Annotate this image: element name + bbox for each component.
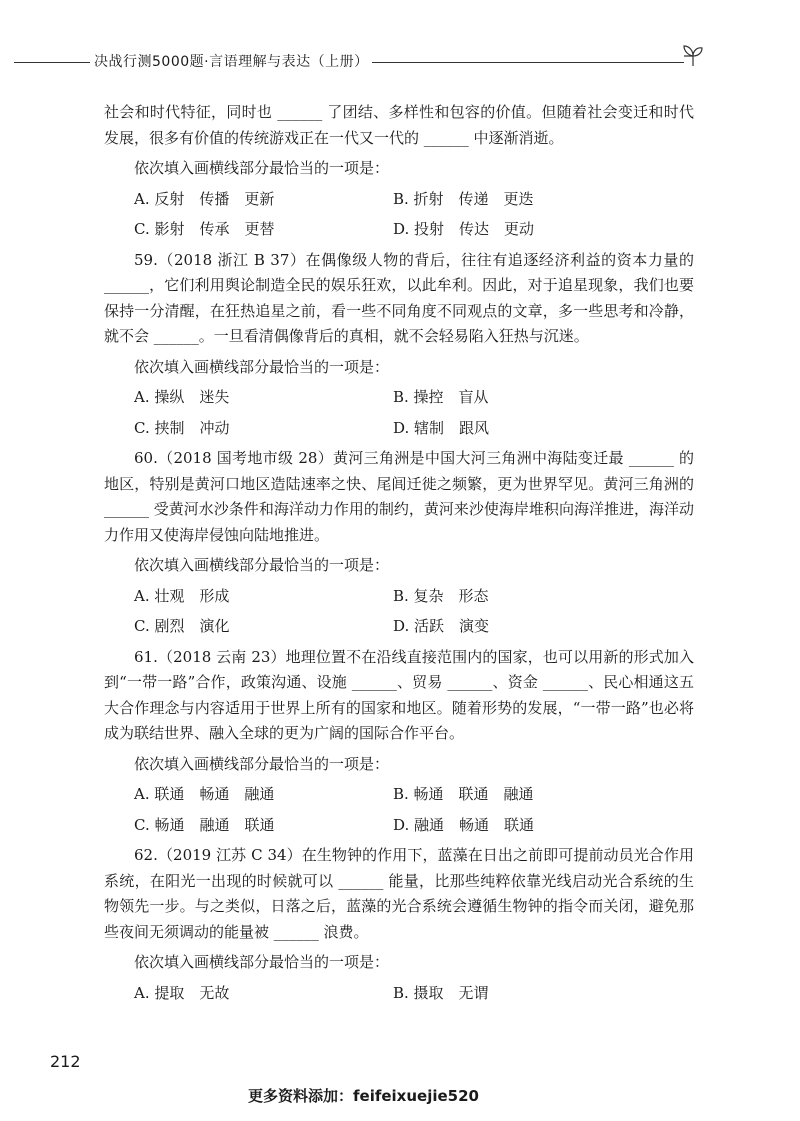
q58-option-c: C. 影射 传承 更替: [134, 220, 275, 238]
q58-option-b: B. 折射 传递 更迭: [393, 189, 534, 208]
q58-option-a: A. 反射 传播 更新: [134, 189, 275, 208]
continued-passage: 社会和时代特征，同时也 ______ 了团结、多样性和包容的价值。但随着社会变迁和时代发展，很多有价值的传统游戏正在一代又一代的 ______ 中逐渐消逝。: [104, 103, 694, 147]
q60-option-c: C. 剧烈 演化: [134, 617, 230, 635]
q61-stem: 61.（2018 云南 23）地理位置不在沿线直接范围内的国家，也可以用新的形式加入到“一带一路”合作，政策沟通、设施 ______、贸易 ______、资金 ______、民心相通这五大合作理念与内容适用于世界上所有的国家和地区。随着形势的发展，“一带一路”也必将成为联结世界、融入全球的更为广阔的国际合作平台。: [104, 647, 694, 742]
q62-prompt: 依次填入画横线部分最恰当的一项是：: [134, 953, 390, 971]
q59-option-b: B. 操控 盲从: [393, 388, 489, 406]
q58-options-row1: [134, 187, 694, 213]
q61-option-d: D. 融通 畅通 联通: [393, 815, 535, 834]
q58-options-row2: [134, 217, 694, 243]
q62-options-row1: [134, 981, 694, 1007]
q60-stem: 60.（2018 国考地市级 28）黄河三角洲是中国大河三角洲中海陆变迁最 ______ 的地区，特别是黄河口地区造陆速率之快、尾闾迁徙之频繁，更为世界罕见。黄河三角洲的 ______ 受黄河水沙条件和海洋动力作用的制约，黄河来沙使海岸堆积向海洋推进，海洋动力作用又使海岸侵蚀向陆地推进。: [104, 449, 694, 544]
q61-option-a: A. 联通 畅通 融通: [134, 785, 275, 803]
q60-options-row2: [134, 614, 694, 640]
q60-option-b: B. 复杂 形态: [393, 586, 489, 605]
running-header: [0, 50, 800, 74]
q61-options-row2: [134, 813, 694, 839]
q62-option-a: A. 提取 无故: [134, 983, 230, 1002]
q59-prompt: 依次填入画横线部分最恰当的一项是：: [134, 357, 390, 376]
q61-option-b: B. 畅通 联通 融通: [393, 785, 534, 803]
q59-options-row2: [134, 416, 694, 442]
q59-option-c: C. 挟制 冲动: [134, 418, 230, 437]
q60-prompt: 依次填入画横线部分最恰当的一项是：: [134, 556, 390, 574]
q62-option-b: B. 摄取 无谓: [393, 983, 489, 1002]
q61-options-row1: [134, 782, 694, 808]
q59-option-d: D. 辖制 跟风: [393, 418, 490, 437]
page-content: [104, 100, 694, 1011]
q58-prompt: 依次填入画横线部分最恰当的一项是：: [134, 159, 390, 177]
header-rule-right: [372, 62, 684, 63]
q59-options-row1: [134, 385, 694, 411]
footer-note: 更多资料添加：feifeixuejie520: [248, 1087, 479, 1105]
q59-stem: 59.（2018 浙江 B 37）在偶像级人物的背后，往往有追逐经济利益的资本力量的 ______，它们利用舆论制造全民的娱乐狂欢，以此牟利。因此，对于追星现象，我们也要保持一分清醒，在狂热追星之前，看一些不同角度不同观点的文章，多一些思考和冷静，就不会 ______。一旦看清偶像背后的真相，就不会轻易陷入狂热与沉迷。: [104, 250, 694, 345]
header-rule-left: [14, 62, 90, 63]
header-title: 决战行测5000题·言语理解与表达（上册）: [94, 54, 369, 70]
q58-option-d: D. 投射 传达 更动: [393, 220, 535, 238]
page-number: 212: [50, 1052, 81, 1071]
sprout-icon: [680, 42, 706, 68]
q60-option-a: A. 壮观 形成: [134, 586, 230, 605]
q62-stem: 62.（2019 江苏 C 34）在生物钟的作用下，蓝藻在日出之前即可提前动员光合作用系统，在阳光一出现的时候就可以 ______ 能量，比那些纯粹依靠光线启动光合系统的生物领先一步。与之类似，日落之后，蓝藻的光合系统会遵循生物钟的指令而关闭，避免那些夜间无须调动的能量被 ______ 浪费。: [104, 846, 694, 941]
q61-option-c: C. 畅通 融通 联通: [134, 815, 275, 834]
q60-option-d: D. 活跃 演变: [393, 617, 490, 635]
q60-options-row1: [134, 584, 694, 610]
q61-prompt: 依次填入画横线部分最恰当的一项是：: [134, 754, 390, 773]
q59-option-a: A. 操纵 迷失: [134, 388, 230, 406]
